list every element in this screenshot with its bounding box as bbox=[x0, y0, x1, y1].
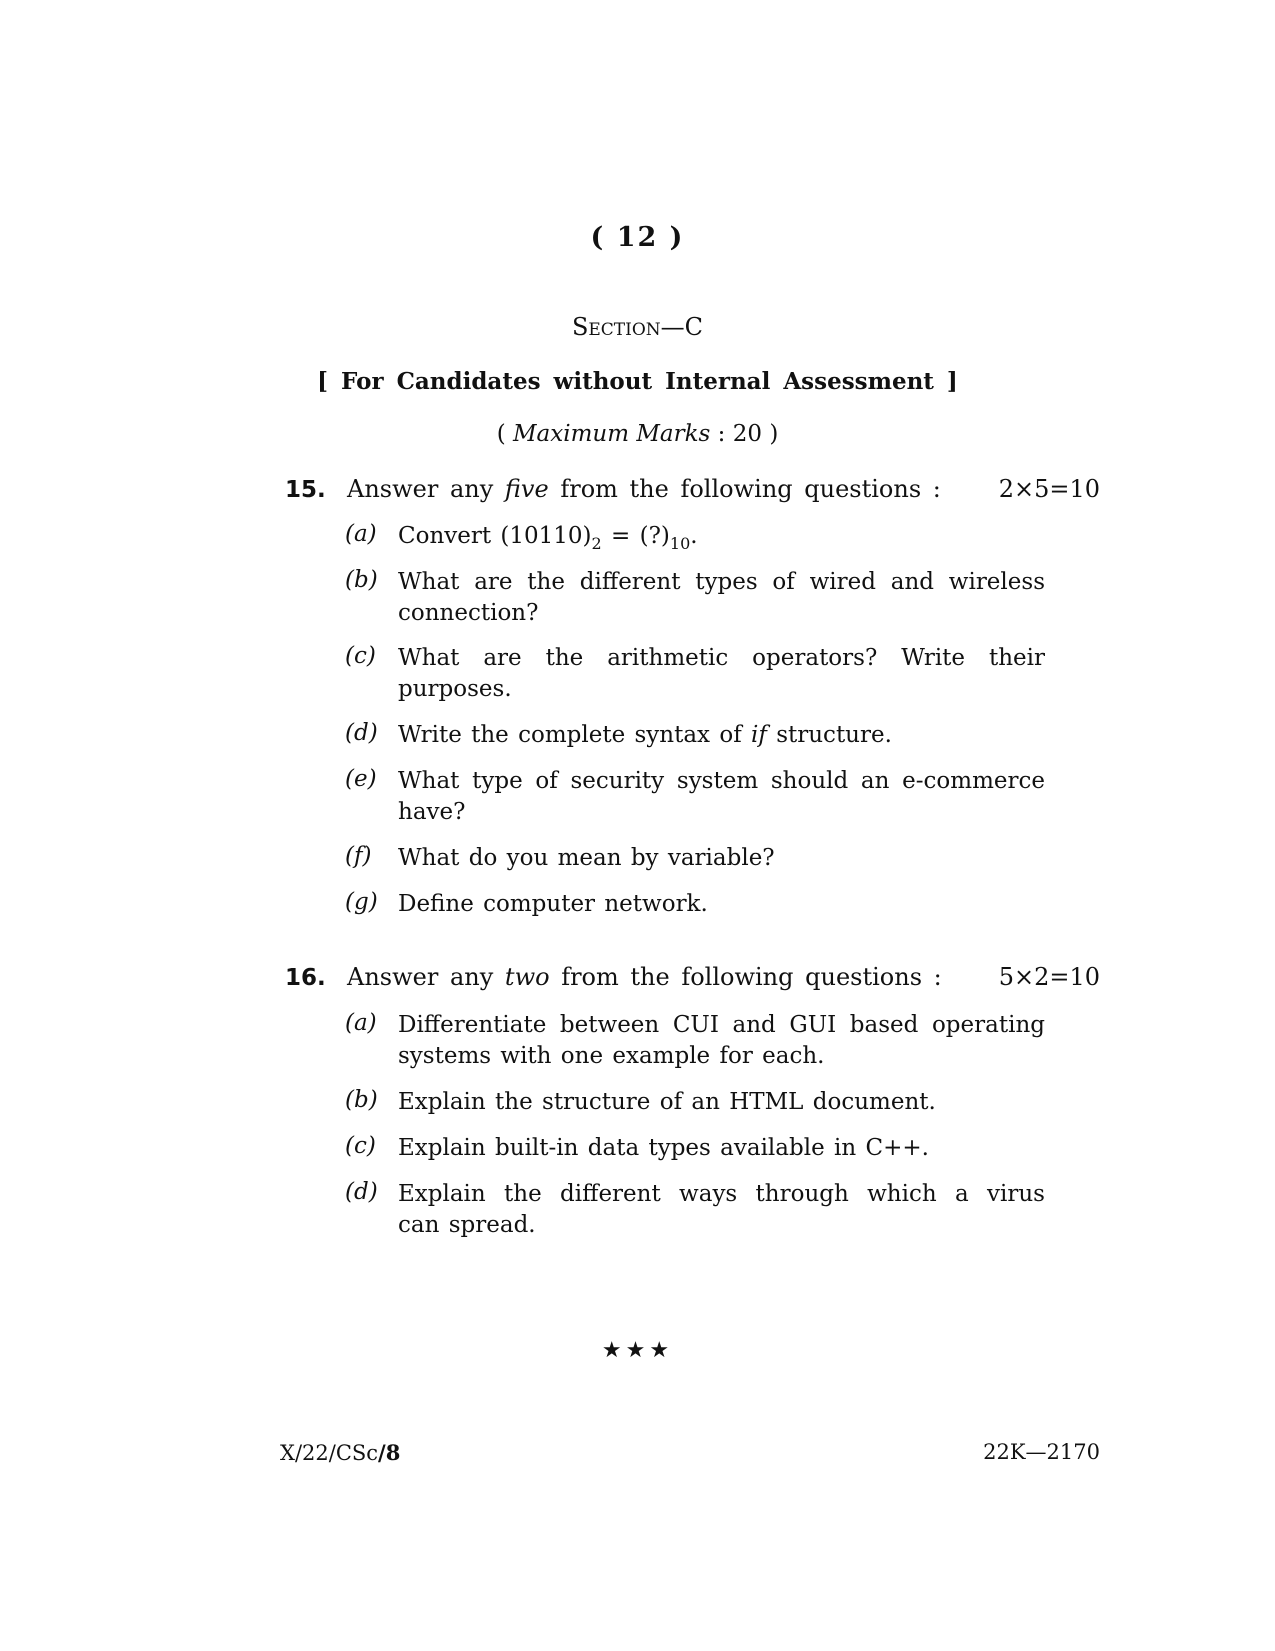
part-text-line1: What are the different types of wired and wireless bbox=[398, 569, 1045, 595]
print-code: 22K—2170 bbox=[983, 1440, 1100, 1464]
instruction-emphasis: five bbox=[504, 475, 549, 503]
paper-code bbox=[280, 1440, 400, 1465]
part-text: Explain the structure of an HTML document. bbox=[398, 1089, 936, 1115]
question-16-part-c bbox=[345, 1133, 1045, 1164]
section-prefix: Section bbox=[571, 313, 661, 341]
part-text-line1: Explain the different ways through which a virus bbox=[398, 1181, 1045, 1207]
maximum-marks bbox=[0, 421, 1275, 447]
part-text bbox=[398, 720, 1045, 751]
question-number: 15. bbox=[285, 477, 326, 503]
part-text-pre: Write the complete syntax of bbox=[398, 722, 742, 748]
part-label: (d) bbox=[345, 1179, 378, 1205]
part-text: What do you mean by variable? bbox=[398, 845, 775, 871]
paper-code-suffix: /8 bbox=[378, 1440, 401, 1465]
part-label: (b) bbox=[345, 567, 378, 593]
part-text-post: . bbox=[690, 523, 698, 549]
part-text: Explain built-in data types available in C++. bbox=[398, 1135, 929, 1161]
part-text-line2: have? bbox=[398, 799, 466, 825]
part-text-line1: What are the arithmetic operators? Write their bbox=[398, 645, 1045, 671]
part-text-mid: = (?) bbox=[601, 523, 670, 549]
part-label: (f) bbox=[345, 843, 372, 869]
part-label: (e) bbox=[345, 766, 377, 792]
question-number: 16. bbox=[285, 965, 326, 991]
max-marks-close: ) bbox=[769, 421, 779, 447]
candidates-note: [ For Candidates without Internal Assessment ] bbox=[317, 368, 958, 395]
question-15-part-b bbox=[345, 567, 1045, 629]
question-16-header bbox=[285, 963, 1100, 993]
part-label: (a) bbox=[345, 1010, 377, 1036]
page-number: ( 12 ) bbox=[590, 222, 685, 253]
question-instruction bbox=[347, 475, 941, 503]
subscript-base-10: 10 bbox=[669, 534, 691, 553]
section-letter: C bbox=[684, 313, 704, 341]
instruction-before: Answer any bbox=[347, 475, 494, 503]
question-marks: 5×2=10 bbox=[998, 963, 1100, 991]
end-of-paper-stars: ★★★ bbox=[601, 1338, 674, 1363]
instruction-emphasis: two bbox=[504, 963, 550, 991]
part-text: Define computer network. bbox=[398, 891, 708, 917]
question-15-part-e bbox=[345, 766, 1045, 828]
section-title bbox=[0, 313, 1275, 341]
part-text-post: structure. bbox=[776, 722, 892, 748]
instruction-before: Answer any bbox=[347, 963, 494, 991]
part-label: (c) bbox=[345, 643, 376, 669]
question-15-part-d bbox=[345, 720, 1045, 751]
part-text-line2: purposes. bbox=[398, 676, 512, 702]
instruction-after: from the following questions : bbox=[561, 963, 942, 991]
instruction-after: from the following questions : bbox=[560, 475, 941, 503]
max-marks-value: 20 bbox=[732, 421, 762, 447]
part-text-line1: Differentiate between CUI and GUI based operating bbox=[398, 1012, 1045, 1038]
paper-code-prefix: X/22/CSc bbox=[280, 1441, 379, 1465]
part-label: (b) bbox=[345, 1087, 378, 1113]
section-dash: — bbox=[660, 313, 685, 341]
part-label: (a) bbox=[345, 521, 377, 547]
question-marks: 2×5=10 bbox=[998, 475, 1100, 503]
part-text-pre: Convert (10110) bbox=[398, 523, 592, 549]
max-marks-label: Maximum Marks bbox=[513, 421, 711, 447]
part-text-line2: can spread. bbox=[398, 1212, 536, 1238]
max-marks-sep: : bbox=[717, 421, 726, 447]
question-15-part-f bbox=[345, 843, 1045, 874]
part-label: (d) bbox=[345, 720, 378, 746]
question-instruction bbox=[347, 963, 942, 991]
question-15-header bbox=[285, 475, 1100, 505]
max-marks-open: ( bbox=[496, 421, 506, 447]
part-label: (c) bbox=[345, 1133, 376, 1159]
question-16-part-a bbox=[345, 1010, 1045, 1072]
part-text-emphasis: if bbox=[751, 722, 767, 748]
question-15-part-g bbox=[345, 889, 1045, 920]
part-label: (g) bbox=[345, 889, 378, 915]
question-16-part-b bbox=[345, 1087, 1045, 1118]
subscript-base-2: 2 bbox=[591, 534, 602, 553]
part-text-line1: What type of security system should an e-commerce bbox=[398, 768, 1045, 794]
question-15-part-a bbox=[345, 521, 1045, 552]
part-text-line2: systems with one example for each. bbox=[398, 1043, 825, 1069]
question-15-part-c bbox=[345, 643, 1045, 705]
part-text bbox=[398, 521, 1045, 552]
question-16-part-d bbox=[345, 1179, 1045, 1241]
part-text-line2: connection? bbox=[398, 600, 539, 626]
